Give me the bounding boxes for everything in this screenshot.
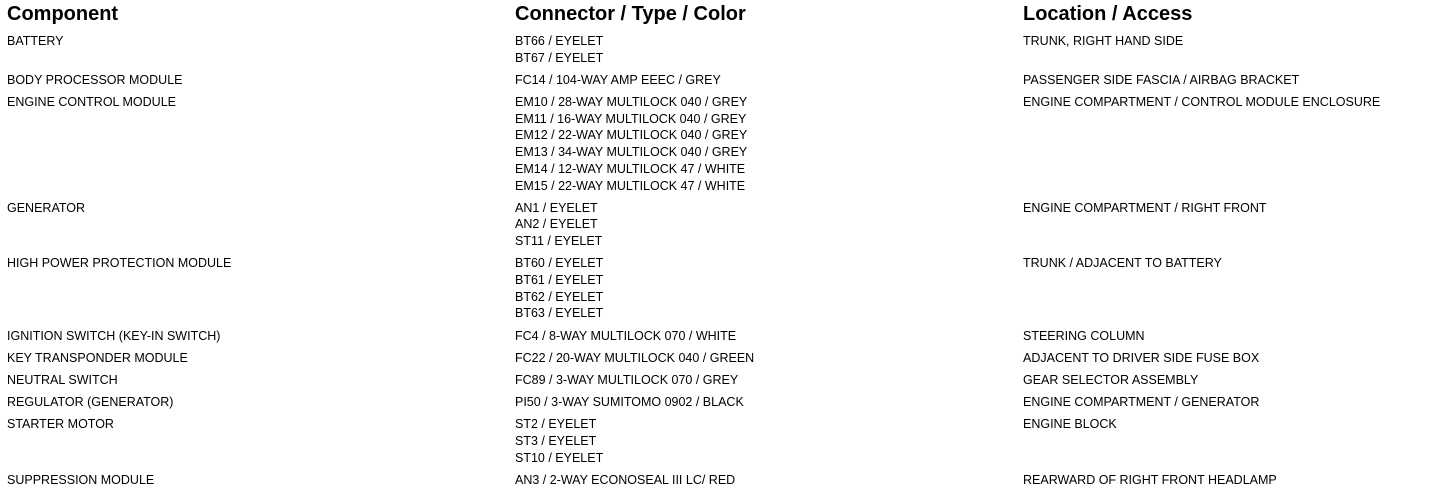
- connector-entry: ST3 / EYELET: [515, 434, 597, 449]
- connector-entry: EM10 / 28-WAY MULTILOCK 040 / GREY: [515, 95, 748, 110]
- location-access: ENGINE BLOCK: [1023, 417, 1117, 432]
- table-row: [0, 72, 1440, 94]
- table-row: [0, 472, 1440, 494]
- connector-entry: BT63 / EYELET: [515, 306, 604, 321]
- connector-list: [515, 350, 754, 367]
- table-row: [0, 416, 1440, 472]
- table-row: [0, 200, 1440, 256]
- table-row: [0, 394, 1440, 416]
- connector-entry: BT67 / EYELET: [515, 50, 604, 65]
- connector-entry: EM11 / 16-WAY MULTILOCK 040 / GREY: [515, 111, 747, 126]
- component-name: BATTERY: [7, 34, 64, 48]
- connector-entry: ST10 / EYELET: [515, 450, 604, 465]
- component-name: HIGH POWER PROTECTION MODULE: [7, 256, 232, 271]
- connector-entry: BT66 / EYELET: [515, 34, 604, 48]
- header-connector: Connector / Type / Color: [515, 3, 746, 25]
- connector-entry: BT60 / EYELET: [515, 256, 604, 271]
- connector-entry: EM15 / 22-WAY MULTILOCK 47 / WHITE: [515, 178, 746, 193]
- table-body: [0, 33, 1440, 494]
- table-row: [0, 328, 1440, 350]
- connector-entry: ST11 / EYELET: [515, 234, 603, 249]
- connector-list: [515, 416, 603, 466]
- location-access: TRUNK / ADJACENT TO BATTERY: [1023, 256, 1222, 271]
- connector-list: [515, 372, 738, 389]
- connector-entry: AN3 / 2-WAY ECONOSEAL III LC/ RED: [515, 473, 736, 487]
- location-access: REARWARD OF RIGHT FRONT HEADLAMP: [1023, 473, 1277, 487]
- connector-entry: FC89 / 3-WAY MULTILOCK 070 / GREY: [515, 373, 739, 388]
- connector-list: [515, 94, 747, 194]
- location-access: PASSENGER SIDE FASCIA / AIRBAG BRACKET: [1023, 72, 1300, 87]
- connector-list: [515, 255, 603, 322]
- location-access: ENGINE COMPARTMENT / RIGHT FRONT: [1023, 200, 1267, 215]
- location-access: ENGINE COMPARTMENT / CONTROL MODULE ENCLOSURE: [1023, 95, 1381, 110]
- location-access: TRUNK, RIGHT HAND SIDE: [1023, 34, 1184, 48]
- table-row: [0, 94, 1440, 200]
- component-name: BODY PROCESSOR MODULE: [7, 72, 183, 87]
- table-row: [0, 372, 1440, 394]
- header-component: Component: [7, 3, 119, 25]
- location-access: ADJACENT TO DRIVER SIDE FUSE BOX: [1023, 350, 1260, 365]
- connector-list: [515, 33, 603, 66]
- component-name: SUPPRESSION MODULE: [7, 473, 155, 487]
- connector-list: [515, 472, 735, 489]
- connector-list: [515, 72, 721, 89]
- component-name: ENGINE CONTROL MODULE: [7, 95, 177, 110]
- component-name: REGULATOR (GENERATOR): [7, 395, 174, 410]
- connector-entry: BT61 / EYELET: [515, 273, 604, 288]
- component-name: KEY TRANSPONDER MODULE: [7, 350, 188, 365]
- connector-entry: EM14 / 12-WAY MULTILOCK 47 / WHITE: [515, 161, 746, 176]
- table-row: [0, 255, 1440, 327]
- connector-entry: FC4 / 8-WAY MULTILOCK 070 / WHITE: [515, 328, 737, 343]
- location-access: ENGINE COMPARTMENT / GENERATOR: [1023, 395, 1260, 410]
- location-access: STEERING COLUMN: [1023, 328, 1145, 343]
- connector-entry: PI50 / 3-WAY SUMITOMO 0902 / BLACK: [515, 395, 744, 410]
- connector-list: [515, 394, 744, 411]
- connector-entry: FC14 / 104-WAY AMP EEEC / GREY: [515, 72, 721, 87]
- header-location: Location / Access: [1023, 3, 1193, 25]
- location-access: GEAR SELECTOR ASSEMBLY: [1023, 373, 1199, 388]
- connector-entry: EM12 / 22-WAY MULTILOCK 040 / GREY: [515, 128, 748, 143]
- connector-list: [515, 200, 602, 250]
- component-name: IGNITION SWITCH (KEY-IN SWITCH): [7, 328, 221, 343]
- table-row: [0, 350, 1440, 372]
- connector-entry: BT62 / EYELET: [515, 289, 604, 304]
- table-row: [0, 33, 1440, 72]
- component-name: GENERATOR: [7, 200, 86, 215]
- connector-entry: AN1 / EYELET: [515, 200, 598, 215]
- table-header: [0, 0, 1440, 33]
- component-name: STARTER MOTOR: [7, 417, 114, 432]
- connector-entry: AN2 / EYELET: [515, 217, 598, 232]
- component-name: NEUTRAL SWITCH: [7, 373, 118, 388]
- connector-entry: EM13 / 34-WAY MULTILOCK 040 / GREY: [515, 145, 748, 160]
- connector-entry: ST2 / EYELET: [515, 417, 597, 432]
- connector-entry: FC22 / 20-WAY MULTILOCK 040 / GREEN: [515, 350, 755, 365]
- connector-list: [515, 328, 736, 345]
